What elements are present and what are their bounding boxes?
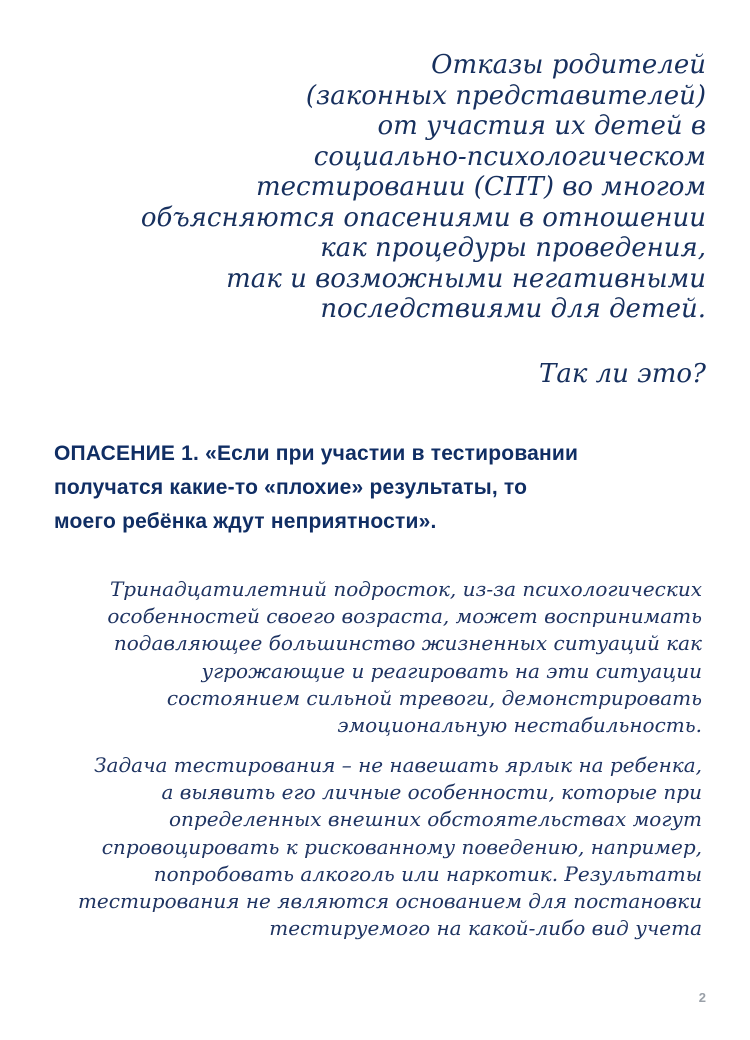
- paragraph-line: угрожающие и реагировать на эти ситуации: [201, 658, 702, 683]
- paragraph-line: подавляющее большинство жизненных ситуаций как: [113, 631, 702, 656]
- concern-heading-line: ОПАСЕНИЕ 1. «Если при участии в тестировании: [54, 442, 579, 465]
- intro-line: последствиями для детей.: [320, 294, 706, 324]
- paragraph-line: спровоцировать к рискованному поведению, например,: [101, 834, 702, 859]
- concern-heading-line: получатся какие-то «плохие» результаты, то: [54, 476, 528, 499]
- intro-line: так и возможными негативными: [226, 263, 706, 294]
- intro-line: как процедуры проведения,: [320, 233, 706, 263]
- concern-heading-line: моего ребёнка ждут неприятности».: [54, 510, 437, 533]
- concern-heading: [54, 437, 714, 539]
- paragraph-line: определенных внешних обстоятельствах могут: [169, 807, 702, 832]
- intro-line: социально-психологическом: [313, 141, 706, 172]
- paragraph-line: Тринадцатилетний подросток, из-за психологических: [109, 577, 702, 601]
- intro-line: (законных представителей): [305, 80, 706, 111]
- answer-paragraph-2: [42, 752, 702, 942]
- answer-paragraph-1: [42, 576, 702, 739]
- paragraph-line: попробовать алкоголь или наркотик. Результаты: [153, 861, 702, 886]
- paragraph-line: эмоциональную нестабильность.: [337, 713, 702, 738]
- intro-line: тестировании (СПТ) во многом: [255, 172, 706, 202]
- intro-line: Отказы родителей: [431, 50, 706, 80]
- paragraph-line: особенностей своего возраста, может воспринимать: [107, 604, 702, 629]
- paragraph-line: состоянием сильной тревоги, демонстрировать: [166, 685, 702, 710]
- page-number: 2: [698, 990, 706, 1005]
- paragraph-line: а выявить его личные особенности, которые при: [161, 780, 702, 805]
- intro-question: Так ли это?: [538, 359, 706, 389]
- intro-line: объясняются опасениями в отношении: [140, 202, 706, 233]
- intro-line: от участия их детей в: [377, 111, 706, 141]
- paragraph-line: тестирования не являются основанием для постановки: [77, 889, 702, 914]
- paragraph-line: тестируемого на какой-либо вид учета: [269, 916, 702, 941]
- intro-text: [106, 50, 706, 325]
- paragraph-line: Задача тестирования – не навешать ярлык на ребенка,: [94, 753, 702, 777]
